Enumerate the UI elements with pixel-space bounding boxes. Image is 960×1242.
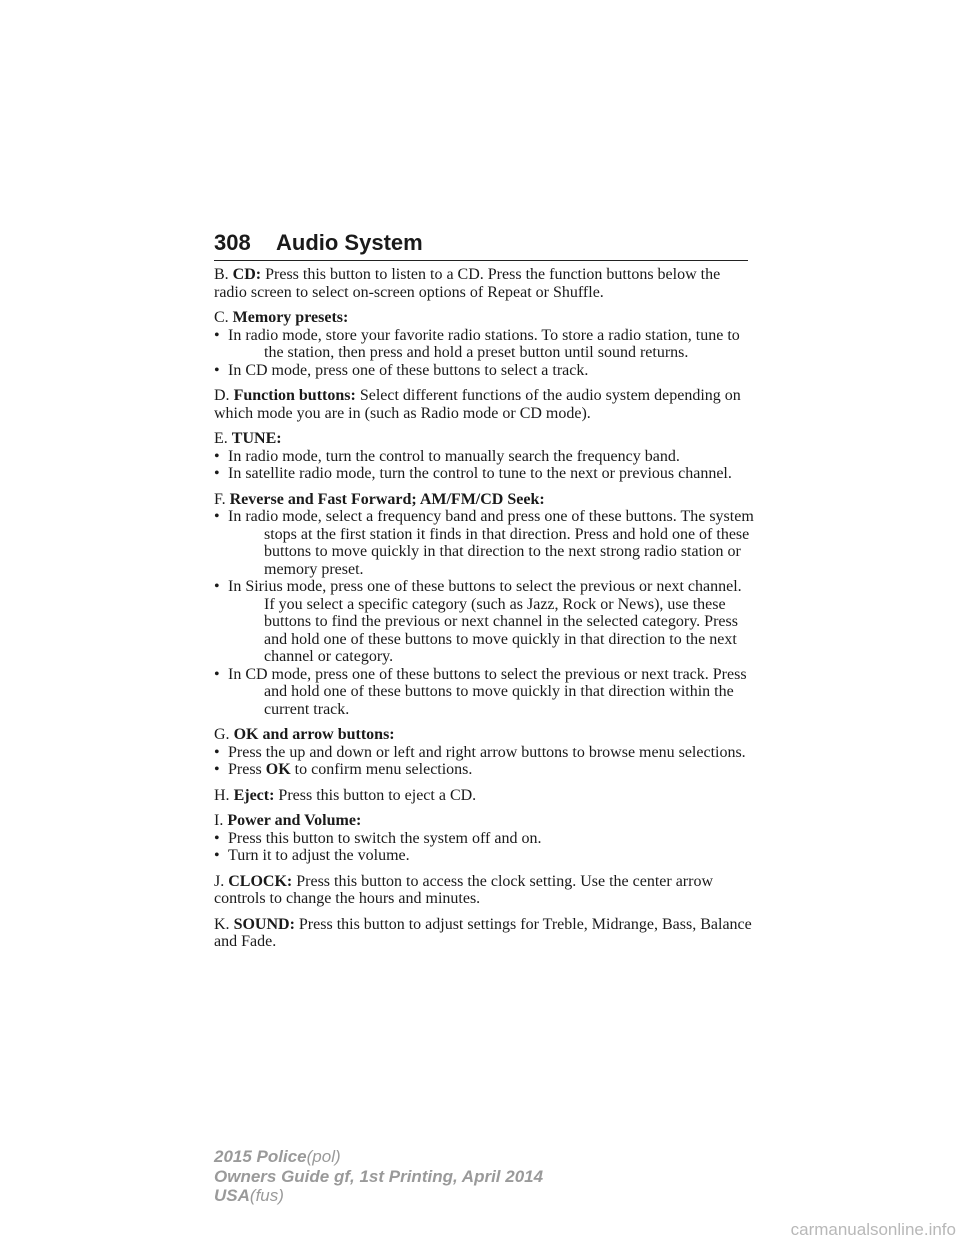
section-title: Audio System <box>276 230 423 255</box>
item-paragraph <box>214 309 754 327</box>
item-letter: I. <box>214 812 224 829</box>
item-text: Press this button to access the clock setting. Use the center arrow controls to change the hours and minutes. <box>214 872 714 907</box>
bullet-text: In CD mode, press one of these buttons to select the previous or next track. Press and hold one of these buttons to move quickly in that direction within the current track. <box>228 665 747 718</box>
bullet-dot: • <box>214 447 220 465</box>
bullet-list <box>214 327 754 380</box>
bullet-dot: • <box>214 743 220 761</box>
bullet-item <box>214 465 754 483</box>
item-paragraph <box>214 387 754 422</box>
content-body <box>214 266 754 959</box>
item-paragraph <box>214 873 754 908</box>
item-paragraph <box>214 916 754 951</box>
item-text: Press this button to eject a CD. <box>278 786 477 804</box>
bullet-list <box>214 448 754 483</box>
bullet-dot: • <box>214 665 220 683</box>
bullet-dot: • <box>214 465 220 482</box>
bullet-list <box>214 508 754 718</box>
watermark: carmanualsonline.info <box>790 1220 956 1239</box>
bullet-text: In radio mode, store your favorite radio stations. To store a radio station, tune to the station, then press and hold a preset button until sound returns. <box>228 326 740 361</box>
item-paragraph <box>214 812 754 830</box>
bullet-item <box>214 327 754 362</box>
item-paragraph <box>214 491 754 509</box>
bullet-dot: • <box>214 829 220 847</box>
item-paragraph <box>214 266 754 301</box>
bullet-text: In Sirius mode, press one of these buttons to select the previous or next channel. If you select a specific category (such as Jazz, Rock or News), use these buttons to find the previous or next channel in the selected category. Press and hold one of these buttons to move quickly in that direction to the next channel or category. <box>228 578 742 665</box>
bullet-item <box>214 847 754 865</box>
item-letter: B. <box>214 266 229 283</box>
item-text: Press this button to listen to a CD. Press the function buttons below the radio screen to select on-screen options of Repeat or Shuffle. <box>214 266 721 301</box>
bullet-list <box>214 744 754 779</box>
bullet-item <box>214 830 754 848</box>
bullet-text: In radio mode, turn the control to manually search the frequency band. <box>228 447 680 465</box>
bullet-item <box>214 578 754 666</box>
footer-line-1: 2015 Police(pol) <box>214 1147 341 1166</box>
bullet-item <box>214 508 754 578</box>
document-footer <box>214 1147 543 1206</box>
item-letter: F. <box>214 490 226 508</box>
page-number: 308 <box>214 230 251 255</box>
item-label: Eject: <box>233 786 275 804</box>
bullet-dot: • <box>214 508 220 525</box>
bullet-text: Turn it to adjust the volume. <box>228 847 410 864</box>
item-letter: H. <box>214 786 230 804</box>
item-label: SOUND: <box>233 915 295 933</box>
item-text: Press this button to adjust settings for Treble, Midrange, Bass, Balance and Fade. <box>214 915 752 950</box>
page-header <box>214 228 748 261</box>
bullet-dot: • <box>214 578 220 595</box>
item-letter: E. <box>214 430 228 447</box>
bullet-dot: • <box>214 761 220 778</box>
bullet-dot: • <box>214 847 220 864</box>
bullet-text: Press this button to switch the system off and on. <box>228 829 542 847</box>
item-paragraph <box>214 726 754 744</box>
bullet-dot: • <box>214 326 220 344</box>
item-label: OK and arrow buttons: <box>233 726 395 743</box>
bullet-item <box>214 761 754 779</box>
footer-line-2: Owners Guide gf, 1st Printing, April 2014 <box>214 1166 544 1186</box>
bullet-text: Press OK to confirm menu selections. <box>228 761 473 778</box>
item-label: Power and Volume: <box>227 812 362 829</box>
item-letter: K. <box>214 915 230 933</box>
footer-line-3: USA(fus) <box>214 1186 284 1205</box>
bullet-item <box>214 666 754 719</box>
bullet-text: In radio mode, select a frequency band and press one of these buttons. The system stops at the first station it finds in that direction. Press and hold one of these buttons to move quickly in that direction to the next strong radio station or memory preset. <box>228 508 754 578</box>
item-label: Reverse and Fast Forward; AM/FM/CD Seek: <box>229 490 545 508</box>
item-letter: G. <box>214 726 230 743</box>
bullet-item <box>214 362 754 380</box>
item-label: TUNE: <box>231 430 282 447</box>
item-text: Select different functions of the audio system depending on which mode you are in (such as Radio mode or CD mode). <box>214 387 741 422</box>
bullet-item <box>214 744 754 762</box>
bullet-text: Press the up and down or left and right arrow buttons to browse menu selections. <box>228 743 746 761</box>
item-label: CLOCK: <box>228 872 293 890</box>
item-letter: D. <box>214 387 230 404</box>
item-paragraph <box>214 430 754 448</box>
item-paragraph <box>214 787 754 805</box>
item-letter: C. <box>214 309 229 326</box>
bullet-list <box>214 830 754 865</box>
bullet-text: In CD mode, press one of these buttons to select a track. <box>228 361 589 379</box>
item-label: Memory presets: <box>232 309 349 326</box>
bullet-item <box>214 448 754 466</box>
bullet-dot: • <box>214 361 220 379</box>
item-label: CD: <box>232 266 262 283</box>
item-label: Function buttons: <box>233 387 356 404</box>
item-letter: J. <box>214 872 225 890</box>
bullet-text: In satellite radio mode, turn the control to tune to the next or previous channel. <box>228 465 732 482</box>
